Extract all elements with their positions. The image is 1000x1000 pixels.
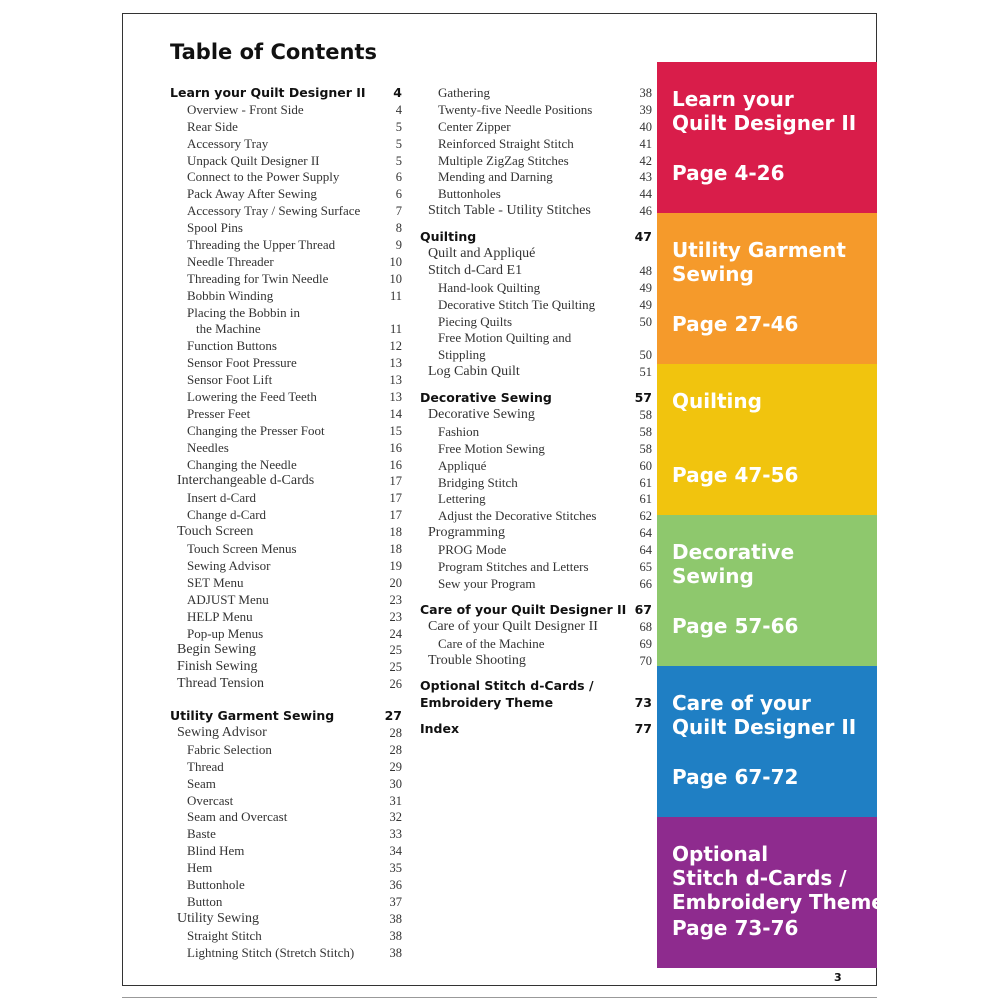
toc-entry-title: Sensor Foot Lift bbox=[187, 372, 273, 388]
toc-entry-page: 48 bbox=[639, 263, 652, 278]
toc-entry-title: Piecing Quilts bbox=[438, 313, 513, 329]
toc-entry-title: Insert d-Card bbox=[187, 490, 256, 506]
toc-entry-title: Care of your Quilt Designer II bbox=[420, 601, 627, 617]
toc-entry[interactable] bbox=[420, 559, 652, 576]
toc-entry-page: 18 bbox=[389, 542, 402, 557]
toc-entry-page: 36 bbox=[389, 877, 402, 892]
toc-entry-title: Function Buttons bbox=[187, 338, 277, 354]
toc-entry-page: 11 bbox=[389, 322, 402, 337]
toc-entry-title: Buttonhole bbox=[187, 876, 245, 892]
toc-entry-page: 16 bbox=[389, 457, 402, 472]
toc-entry[interactable] bbox=[420, 458, 652, 475]
toc-entry-page: 49 bbox=[639, 297, 652, 312]
toc-entry-title: Decorative Sewing bbox=[428, 407, 535, 423]
toc-entry-page: 9 bbox=[395, 238, 402, 253]
section-tab-pages: Page 67-72 bbox=[672, 765, 799, 789]
toc-entry[interactable] bbox=[170, 355, 402, 372]
toc-spacer bbox=[420, 669, 652, 678]
toc-entry-title: Learn your Quilt Designer II bbox=[170, 85, 366, 100]
toc-entry-page: 25 bbox=[389, 660, 402, 675]
section-tabs bbox=[657, 62, 885, 968]
section-tab[interactable] bbox=[657, 817, 885, 968]
toc-entry[interactable] bbox=[420, 407, 652, 424]
toc-entry[interactable] bbox=[170, 558, 402, 575]
toc-entry-title: Touch Screen Menus bbox=[187, 541, 297, 557]
toc-entry[interactable] bbox=[170, 742, 402, 759]
toc-entry[interactable] bbox=[170, 826, 402, 843]
toc-section-heading[interactable] bbox=[170, 708, 402, 725]
toc-entry-title: Straight Stitch bbox=[187, 927, 262, 943]
toc-entry-page: 70 bbox=[639, 653, 652, 668]
toc-entry-page: 14 bbox=[389, 406, 402, 421]
toc-entry-title: Finish Sewing bbox=[177, 659, 258, 675]
toc-entry[interactable] bbox=[170, 524, 402, 541]
toc-entry-title: Index bbox=[420, 721, 460, 737]
toc-entry-page: 23 bbox=[389, 592, 402, 607]
toc-entry[interactable] bbox=[170, 136, 402, 153]
toc-entry-title: Utility Garment Sewing bbox=[170, 708, 335, 724]
toc-entry[interactable] bbox=[170, 945, 402, 962]
toc-entry[interactable] bbox=[170, 592, 402, 609]
toc-entry-title: Mending and Darning bbox=[438, 169, 553, 185]
toc-entry-page: 26 bbox=[389, 677, 402, 692]
toc-entry-title: Baste bbox=[187, 826, 216, 842]
toc-entry-page: 66 bbox=[639, 576, 652, 591]
toc-entry[interactable] bbox=[420, 525, 652, 542]
toc-entry-title: Touch Screen bbox=[177, 524, 254, 540]
section-tab[interactable] bbox=[657, 364, 877, 515]
toc-entry[interactable] bbox=[420, 491, 652, 508]
toc-entry[interactable] bbox=[420, 153, 652, 170]
toc-entry-page: 69 bbox=[639, 636, 652, 651]
toc-entry-page: 57 bbox=[634, 390, 652, 406]
toc-entry-title: Fashion bbox=[438, 423, 480, 439]
toc-section-heading[interactable] bbox=[420, 695, 652, 712]
toc-entry-page: 38 bbox=[639, 86, 652, 100]
toc-entry-title: Trouble Shooting bbox=[428, 652, 526, 668]
toc-entry-title: Sew your Program bbox=[438, 575, 536, 591]
toc-entry-title: Spool Pins bbox=[187, 220, 243, 236]
toc-entry-title: Interchangeable d-Cards bbox=[177, 473, 315, 489]
toc-entry-page: 28 bbox=[389, 742, 402, 757]
toc-entry-title: Thread bbox=[187, 758, 224, 774]
toc-entry-page: 10 bbox=[389, 254, 402, 269]
toc-entry-page: 58 bbox=[639, 408, 652, 423]
toc-entry-page: 37 bbox=[389, 894, 402, 909]
toc-entry-title: Begin Sewing bbox=[177, 642, 256, 658]
toc-column-right bbox=[420, 85, 652, 738]
toc-entry-page: 13 bbox=[389, 390, 402, 405]
toc-entry-title: Twenty-five Needle Positions bbox=[438, 101, 593, 117]
toc-entry-title: Adjust the Decorative Stitches bbox=[438, 508, 597, 524]
toc-entry-title: Bobbin Winding bbox=[187, 287, 274, 303]
toc-entry-page: 4 bbox=[395, 102, 402, 117]
toc-entry-title: Free Motion Sewing bbox=[438, 440, 545, 456]
section-tab-name: Learn your Quilt Designer II bbox=[672, 87, 857, 135]
section-tab[interactable] bbox=[657, 213, 877, 364]
toc-entry-title: Unpack Quilt Designer II bbox=[187, 152, 320, 168]
section-tab-name: Optional Stitch d-Cards / Embroidery Theme bbox=[672, 842, 885, 914]
section-tab-pages: Page 27-46 bbox=[672, 312, 799, 336]
toc-entry[interactable] bbox=[170, 372, 402, 389]
toc-entry-page: 30 bbox=[389, 776, 402, 791]
toc-entry[interactable] bbox=[170, 254, 402, 271]
toc-entry[interactable] bbox=[420, 314, 652, 331]
toc-entry-title: Stitch Table - Utility Stitches bbox=[428, 203, 591, 219]
toc-entry[interactable] bbox=[420, 280, 652, 297]
toc-entry-title: Changing the Needle bbox=[187, 456, 297, 472]
toc-entry[interactable] bbox=[420, 263, 652, 280]
toc-entry-title: Care of your Quilt Designer II bbox=[428, 618, 598, 634]
toc-entry[interactable] bbox=[420, 424, 652, 441]
toc-entry-title: Multiple ZigZag Stitches bbox=[438, 152, 569, 168]
toc-entry-page: 64 bbox=[639, 543, 652, 558]
toc-entry-title: Seam bbox=[187, 775, 216, 791]
toc-entry[interactable] bbox=[420, 246, 652, 263]
toc-entry[interactable] bbox=[170, 541, 402, 558]
toc-section-heading[interactable] bbox=[420, 721, 652, 738]
toc-entry-page: 27 bbox=[384, 708, 402, 724]
bottom-rule bbox=[122, 997, 877, 998]
toc-spacer bbox=[420, 593, 652, 602]
toc-entry-title: Sewing Advisor bbox=[187, 557, 271, 573]
toc-entry-title: Gathering bbox=[438, 85, 490, 100]
toc-entry-title: Sewing Advisor bbox=[177, 724, 267, 740]
toc-entry-title: Quilting bbox=[420, 229, 477, 245]
toc-entry-title: Connect to the Power Supply bbox=[187, 169, 340, 185]
toc-entry[interactable] bbox=[170, 877, 402, 894]
toc-entry-page: 68 bbox=[639, 619, 652, 634]
section-tab[interactable] bbox=[657, 62, 877, 213]
toc-entry-page: 17 bbox=[389, 491, 402, 506]
toc-entry[interactable] bbox=[420, 542, 652, 559]
toc-entry-title: Blind Hem bbox=[187, 843, 245, 859]
toc-entry-page: 17 bbox=[389, 508, 402, 523]
section-tab[interactable] bbox=[657, 666, 877, 817]
toc-entry-title: Free Motion Quilting and bbox=[438, 330, 572, 346]
toc-section-heading[interactable] bbox=[420, 229, 652, 246]
toc-entry[interactable] bbox=[170, 809, 402, 826]
toc-entry-page: 77 bbox=[634, 721, 652, 737]
toc-entry-page: 61 bbox=[639, 492, 652, 507]
toc-entry[interactable] bbox=[170, 659, 402, 676]
toc-entry[interactable] bbox=[170, 271, 402, 288]
toc-entry[interactable] bbox=[420, 102, 652, 119]
section-tab-name: Quilting bbox=[672, 389, 762, 413]
page-number: 3 bbox=[834, 971, 842, 984]
toc-entry[interactable] bbox=[170, 203, 402, 220]
toc-entry-page: 28 bbox=[389, 725, 402, 740]
toc-entry-title: Seam and Overcast bbox=[187, 809, 288, 825]
toc-entry[interactable] bbox=[170, 725, 402, 742]
section-tab-name: Utility Garment Sewing bbox=[672, 238, 846, 286]
toc-entry-page: 58 bbox=[639, 424, 652, 439]
toc-entry-page: 67 bbox=[634, 601, 652, 617]
toc-entry-page: 38 bbox=[389, 945, 402, 960]
toc-entry-page: 32 bbox=[389, 810, 402, 825]
toc-entry[interactable] bbox=[170, 626, 402, 643]
toc-entry-page: 13 bbox=[389, 356, 402, 371]
section-tab-pages: Page 57-66 bbox=[672, 614, 799, 638]
toc-entry[interactable] bbox=[420, 619, 652, 636]
toc-entry-title: Program Stitches and Letters bbox=[438, 559, 589, 575]
toc-entry[interactable] bbox=[420, 576, 652, 593]
toc-entry-title: PROG Mode bbox=[438, 542, 507, 558]
toc-entry[interactable] bbox=[420, 297, 652, 314]
toc-entry-page: 40 bbox=[639, 119, 652, 134]
toc-entry-page: 10 bbox=[389, 271, 402, 286]
toc-entry-page: 61 bbox=[639, 475, 652, 490]
toc-entry[interactable] bbox=[420, 653, 652, 670]
toc-entry-page: 6 bbox=[395, 170, 402, 185]
toc-entry-page: 12 bbox=[389, 339, 402, 354]
toc-entry-title: Button bbox=[187, 893, 223, 909]
toc-entry-title: Change d-Card bbox=[187, 507, 267, 523]
toc-entry[interactable] bbox=[170, 237, 402, 254]
toc-entry-title: Needle Threader bbox=[187, 253, 274, 269]
toc-entry[interactable] bbox=[170, 186, 402, 203]
toc-entry[interactable] bbox=[420, 636, 652, 653]
toc-entry-page: 46 bbox=[639, 204, 652, 219]
toc-entry-title: Lightning Stitch (Stretch Stitch) bbox=[187, 944, 355, 960]
toc-entry-title: Lettering bbox=[438, 491, 486, 507]
toc-entry-page: 38 bbox=[389, 928, 402, 943]
toc-entry-title: Stippling bbox=[438, 347, 486, 363]
toc-entry[interactable] bbox=[420, 364, 652, 381]
toc-entry[interactable] bbox=[420, 475, 652, 492]
toc-entry-page: 58 bbox=[639, 441, 652, 456]
toc-entry[interactable] bbox=[170, 793, 402, 810]
toc-entry[interactable] bbox=[170, 676, 402, 693]
toc-column-left bbox=[170, 85, 402, 961]
toc-entry-page: 41 bbox=[639, 136, 652, 151]
toc-entry-title: Pop-up Menus bbox=[187, 625, 264, 641]
toc-entry-page: 60 bbox=[639, 458, 652, 473]
toc-entry-page: 73 bbox=[634, 695, 652, 711]
toc-entry-page: 7 bbox=[395, 204, 402, 219]
toc-entry-page: 5 bbox=[395, 153, 402, 168]
toc-entry-page: 19 bbox=[389, 558, 402, 573]
toc-entry-page: 51 bbox=[639, 365, 652, 380]
toc-entry-page: 50 bbox=[639, 314, 652, 329]
toc-entry-title: Hand-look Quilting bbox=[438, 279, 541, 295]
toc-entry[interactable] bbox=[170, 507, 402, 524]
toc-entry-page: 16 bbox=[389, 440, 402, 455]
toc-entry-page: 62 bbox=[639, 509, 652, 524]
toc-entry-title: Overcast bbox=[187, 792, 234, 808]
toc-entry-page: 11 bbox=[389, 288, 402, 303]
toc-entry[interactable] bbox=[170, 759, 402, 776]
toc-entry[interactable] bbox=[170, 609, 402, 626]
toc-entry-page: 5 bbox=[395, 119, 402, 134]
toc-entry[interactable] bbox=[170, 169, 402, 186]
toc-entry[interactable] bbox=[170, 406, 402, 423]
toc-entry-page: 8 bbox=[395, 221, 402, 236]
toc-entry-page: 31 bbox=[389, 793, 402, 808]
toc-entry-title: Accessory Tray bbox=[187, 135, 269, 151]
toc-entry[interactable] bbox=[170, 894, 402, 911]
toc-entry-title: Threading for Twin Needle bbox=[187, 270, 329, 286]
toc-entry-page: 23 bbox=[389, 609, 402, 624]
toc-entry[interactable] bbox=[170, 928, 402, 945]
toc-entry-page: 64 bbox=[639, 526, 652, 541]
toc-entry-title: Programming bbox=[428, 525, 505, 541]
toc-entry[interactable] bbox=[170, 440, 402, 457]
toc-entry-title: Buttonholes bbox=[438, 186, 501, 202]
toc-entry-title: HELP Menu bbox=[187, 608, 253, 624]
toc-entry-page: 15 bbox=[389, 423, 402, 438]
toc-entry-title: Lowering the Feed Teeth bbox=[187, 389, 317, 405]
toc-entry-page: 39 bbox=[639, 102, 652, 117]
toc-entry-page: 24 bbox=[389, 626, 402, 641]
toc-entry-title: Embroidery Theme bbox=[420, 695, 554, 711]
toc-entry[interactable] bbox=[420, 330, 652, 347]
toc-entry-title: Fabric Selection bbox=[187, 741, 272, 757]
toc-entry-page: 35 bbox=[389, 861, 402, 876]
toc-entry-title: Center Zipper bbox=[438, 118, 511, 134]
toc-entry-title: Rear Side bbox=[187, 118, 238, 134]
toc-entry-title: Utility Sewing bbox=[177, 910, 260, 926]
toc-section-heading[interactable] bbox=[420, 390, 652, 407]
toc-entry[interactable] bbox=[170, 321, 402, 338]
toc-entry-title: Changing the Presser Foot bbox=[187, 422, 325, 438]
toc-entry-title: Hem bbox=[187, 860, 213, 876]
toc-entry[interactable] bbox=[170, 457, 402, 474]
toc-entry-page: 34 bbox=[389, 844, 402, 859]
toc-section-heading[interactable] bbox=[170, 85, 402, 102]
toc-entry[interactable] bbox=[170, 843, 402, 860]
toc-entry[interactable] bbox=[420, 203, 652, 220]
toc-entry-page: 29 bbox=[389, 759, 402, 774]
toc-entry-page: 20 bbox=[389, 575, 402, 590]
toc-entry[interactable] bbox=[420, 136, 652, 153]
toc-entry-page: 47 bbox=[634, 229, 652, 245]
section-tab-pages: Page 4-26 bbox=[672, 161, 785, 185]
toc-entry-title: Appliqué bbox=[438, 457, 487, 473]
toc-entry-title: Stitch d-Card E1 bbox=[428, 262, 523, 278]
toc-spacer bbox=[170, 693, 402, 708]
toc-entry-page: 17 bbox=[389, 474, 402, 489]
toc-entry[interactable] bbox=[170, 220, 402, 237]
toc-entry-page: 44 bbox=[639, 187, 652, 202]
toc-entry[interactable] bbox=[170, 305, 402, 322]
toc-entry-page: 65 bbox=[639, 560, 652, 575]
toc-entry[interactable] bbox=[170, 490, 402, 507]
toc-entry[interactable] bbox=[170, 473, 402, 490]
toc-entry-page: 49 bbox=[639, 280, 652, 295]
section-tab[interactable] bbox=[657, 515, 877, 666]
toc-entry[interactable] bbox=[170, 776, 402, 793]
toc-entry-title: Presser Feet bbox=[187, 405, 251, 421]
toc-entry-page: 33 bbox=[389, 827, 402, 842]
toc-entry-page: 13 bbox=[389, 373, 402, 388]
toc-entry-title: Sensor Foot Pressure bbox=[187, 355, 297, 371]
toc-entry[interactable] bbox=[170, 288, 402, 305]
toc-entry-title: Bridging Stitch bbox=[438, 474, 518, 490]
toc-entry-title: Accessory Tray / Sewing Surface bbox=[187, 203, 361, 219]
toc-entry-title: Reinforced Straight Stitch bbox=[438, 135, 574, 151]
toc-entry[interactable] bbox=[170, 102, 402, 119]
toc-spacer bbox=[420, 712, 652, 721]
toc-entry[interactable] bbox=[170, 389, 402, 406]
toc-entry[interactable] bbox=[170, 119, 402, 136]
section-tab-pages: Page 73-76 bbox=[672, 916, 799, 940]
toc-entry-title: Overview - Front Side bbox=[187, 101, 304, 117]
toc-entry-title: Needles bbox=[187, 439, 229, 455]
section-tab-name: Care of your Quilt Designer II bbox=[672, 691, 857, 739]
toc-entry[interactable] bbox=[420, 119, 652, 136]
toc-entry-title: Optional Stitch d-Cards / bbox=[420, 678, 594, 694]
toc-entry[interactable] bbox=[420, 347, 652, 364]
section-tab-pages: Page 47-56 bbox=[672, 463, 799, 487]
toc-entry[interactable] bbox=[170, 423, 402, 440]
toc-entry-title: Pack Away After Sewing bbox=[187, 186, 317, 202]
toc-entry[interactable] bbox=[170, 153, 402, 170]
toc-section-heading[interactable] bbox=[420, 678, 652, 695]
toc-entry-title: Care of the Machine bbox=[438, 635, 545, 651]
toc-entry-page: 6 bbox=[395, 187, 402, 202]
toc-entry[interactable] bbox=[420, 169, 652, 186]
toc-entry-title: Placing the Bobbin in bbox=[187, 304, 301, 320]
toc-entry-title: the Machine bbox=[196, 321, 261, 337]
toc-entry[interactable] bbox=[170, 860, 402, 877]
toc-entry[interactable] bbox=[170, 575, 402, 592]
toc-entry[interactable] bbox=[420, 85, 652, 102]
toc-entry-title: SET Menu bbox=[187, 574, 244, 590]
toc-entry-page: 50 bbox=[639, 348, 652, 363]
toc-entry-title: Thread Tension bbox=[177, 676, 265, 692]
toc-entry-page: 5 bbox=[395, 136, 402, 151]
toc-entry[interactable] bbox=[170, 642, 402, 659]
toc-entry-title: Quilt and Appliqué bbox=[428, 246, 536, 262]
toc-entry[interactable] bbox=[170, 911, 402, 928]
toc-entry[interactable] bbox=[420, 508, 652, 525]
toc-spacer bbox=[420, 220, 652, 229]
toc-entry-title: Decorative Sewing bbox=[420, 390, 552, 406]
toc-entry-title: Threading the Upper Thread bbox=[187, 237, 336, 253]
toc-entry-title: Decorative Stitch Tie Quilting bbox=[438, 296, 596, 312]
toc-entry-page: 38 bbox=[389, 911, 402, 926]
toc-entry[interactable] bbox=[420, 186, 652, 203]
toc-entry-title: ADJUST Menu bbox=[187, 591, 269, 607]
toc-entry-title: Log Cabin Quilt bbox=[428, 364, 520, 380]
toc-entry[interactable] bbox=[170, 338, 402, 355]
toc-entry-page: 4 bbox=[393, 85, 402, 100]
toc-entry-page: 43 bbox=[639, 170, 652, 185]
toc-section-heading[interactable] bbox=[420, 602, 652, 619]
toc-entry[interactable] bbox=[420, 441, 652, 458]
toc-entry-page: 42 bbox=[639, 153, 652, 168]
page-title: Table of Contents bbox=[170, 40, 378, 64]
toc-entry-page: 25 bbox=[389, 643, 402, 658]
section-tab-name: Decorative Sewing bbox=[672, 540, 795, 588]
toc-spacer bbox=[420, 381, 652, 390]
toc-entry-page: 18 bbox=[389, 525, 402, 540]
